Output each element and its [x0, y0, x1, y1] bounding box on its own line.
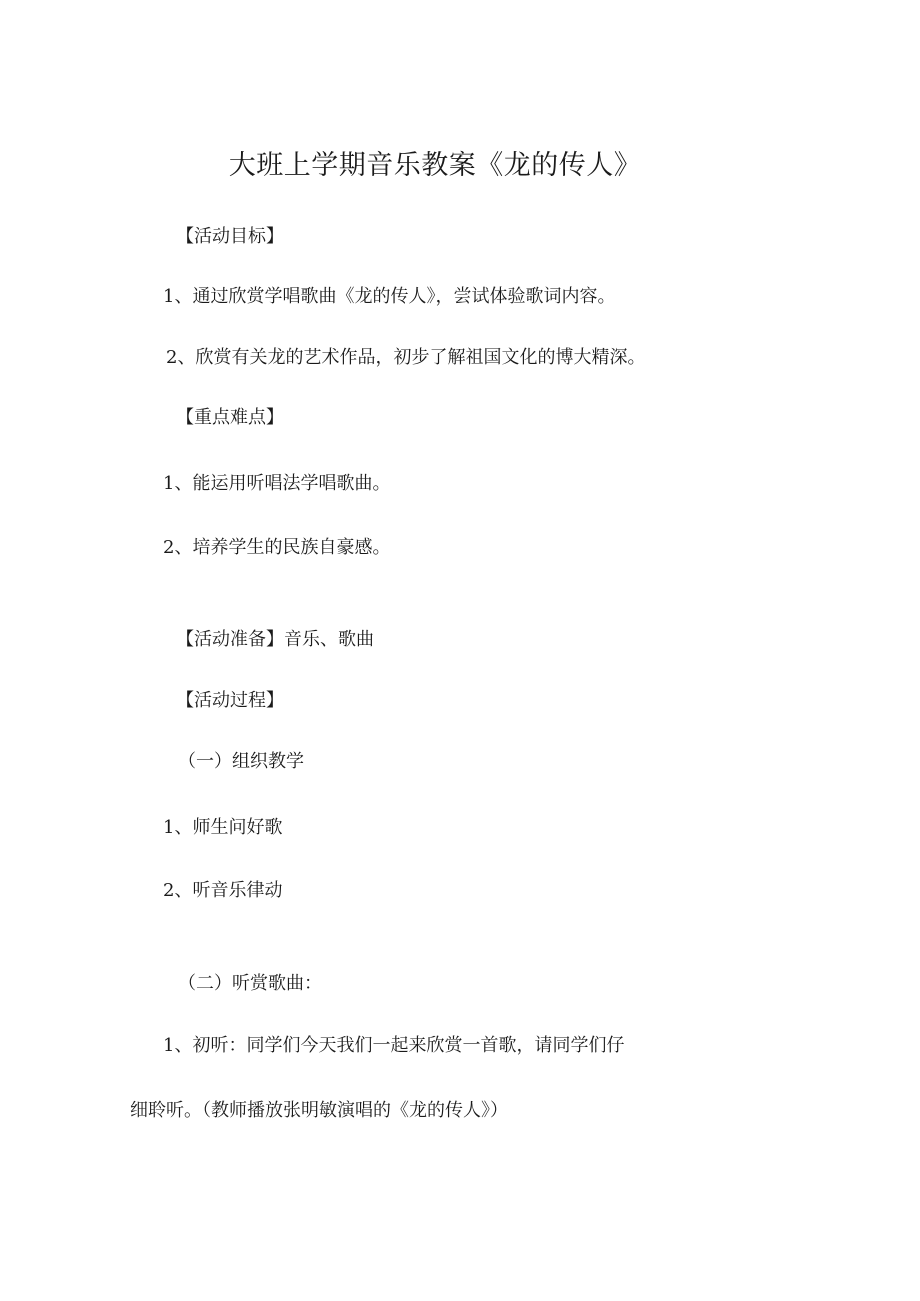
- subsection-organize-teaching: （一）组织教学: [178, 751, 304, 772]
- subsection-listen-song: （二）听赏歌曲：: [178, 973, 322, 994]
- section-heading-preparation: 【活动准备】音乐、歌曲: [176, 629, 374, 650]
- process-item-1: 1、师生问好歌: [163, 817, 283, 838]
- process-item-2: 2、听音乐律动: [163, 880, 283, 901]
- section-heading-goals: 【活动目标】: [176, 226, 284, 247]
- key-point-item-2: 2、培养学生的民族自豪感。: [163, 537, 391, 558]
- key-point-item-1: 1、能运用听唱法学唱歌曲。: [163, 473, 391, 494]
- goal-item-2: 2、欣赏有关龙的艺术作品，初步了解祖国文化的博大精深。: [166, 347, 646, 368]
- section-heading-key-points: 【重点难点】: [176, 407, 284, 428]
- document-title: 大班上学期音乐教案《龙的传人》: [228, 150, 642, 181]
- goal-item-1: 1、通过欣赏学唱歌曲《龙的传人》，尝试体验歌词内容。: [163, 286, 616, 307]
- listen-item-1: 1、初听：同学们今天我们一起来欣赏一首歌，请同学们仔: [163, 1035, 625, 1056]
- listen-item-1-continued: 细聆听。（教师播放张明敏演唱的《龙的传人》）: [130, 1100, 508, 1121]
- section-heading-process: 【活动过程】: [176, 690, 284, 711]
